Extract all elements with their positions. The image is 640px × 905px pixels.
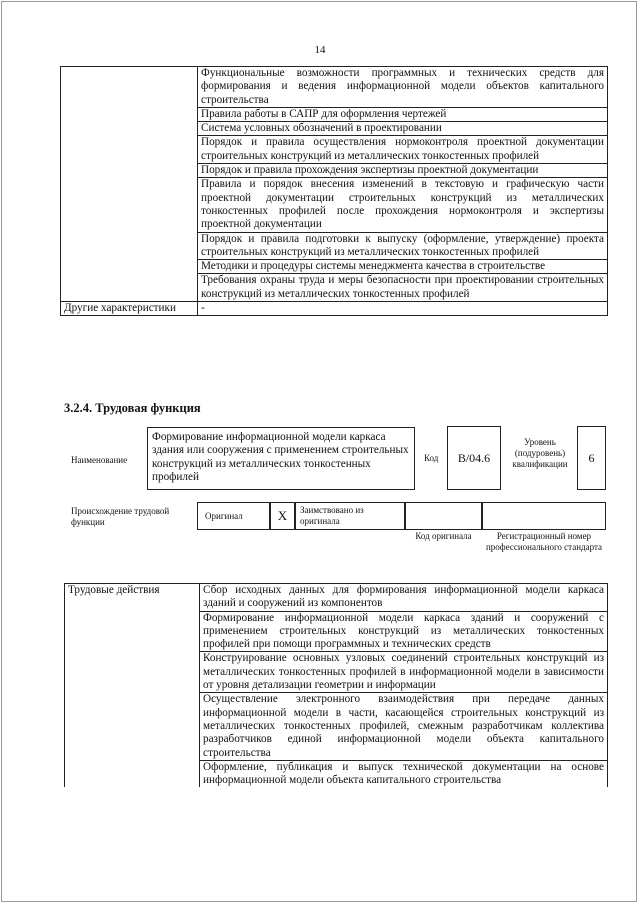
- code-label: Код: [424, 453, 439, 463]
- other-characteristics-value: -: [198, 302, 608, 316]
- original-code-cell: [405, 502, 482, 530]
- requirement-item: Порядок и правила подготовки к выпуску (оформление, утверждение) проекта строительных конструкций из металлических тонкостенных профилей: [198, 232, 608, 260]
- labor-action-item: Конструирование основных узловых соединений строительных конструкций из металлических тонкостенных профилей в информационной модели в зависимости от уровня детализации геометрии и информации: [200, 652, 608, 693]
- requirement-item: Правила и порядок внесения изменений в текстовую и графическую части проектной документации строительных конструкций из металлических тонкостенных профилей после прохождения нормоконтроля и экспертизы проектной документации: [198, 178, 608, 232]
- labor-actions-label: Трудовые действия: [65, 584, 200, 788]
- original-mark: X: [270, 502, 295, 530]
- requirement-item: Порядок и правила прохождения экспертизы проектной документации: [198, 164, 608, 178]
- requirements-table: [60, 66, 608, 316]
- page-number: 14: [314, 44, 326, 56]
- requirement-item: Система условных обозначений в проектировании: [198, 122, 608, 136]
- labor-actions-table: [64, 583, 608, 787]
- labor-action-item: Формирование информационной модели каркаса зданий и сооружений с применением строительных конструкций из металлических тонкостенных профилей при помощи программных и технических средств: [200, 611, 608, 652]
- original-cell: Оригинал: [197, 502, 270, 530]
- labor-action-item: Оформление, публикация и выпуск технической документации на основе информационной модели объекта капитального строительства: [200, 760, 608, 787]
- function-code: B/04.6: [447, 426, 501, 490]
- other-characteristics-label: Другие характеристики: [61, 302, 198, 316]
- borrowed-cell: Заимствовано из оригинала: [295, 502, 405, 530]
- labor-action-item: Сбор исходных данных для формирования информационной модели каркаса зданий и сооружений из компонентов: [200, 584, 608, 612]
- name-label: Наименование: [71, 455, 128, 465]
- qualification-level: 6: [577, 426, 606, 490]
- section-title: 3.2.4. Трудовая функция: [64, 401, 201, 415]
- requirement-item: Правила работы в САПР для оформления чертежей: [198, 107, 608, 121]
- requirements-label-cell: [61, 67, 198, 302]
- labor-action-item: Осуществление электронного взаимодействия при передаче данных информационной модели в части, касающейся строительных конструкций из металлических тонкостенных профилей, смежным разработчикам коллектива разработчиков единой информационной модели объекта капитального строительства: [200, 693, 608, 760]
- requirement-item: Функциональные возможности программных и технических средств для формирования и ведения информационной модели объектов капитального строительства: [198, 67, 608, 108]
- registration-number-cell: [482, 502, 606, 530]
- original-code-caption: Код оригинала: [415, 531, 472, 541]
- requirement-item: Методики и процедуры системы менеджмента качества в строительстве: [198, 260, 608, 274]
- registration-number-caption: Регистрационный номер профессионального стандарта: [485, 531, 603, 552]
- qualification-level-label: Уровень (подуровень) квалификации: [512, 437, 568, 469]
- origin-label: Происхождение трудовой функции: [71, 506, 170, 527]
- requirement-item: Требования охраны труда и меры безопасности при проектировании строительных конструкций из металлических тонкостенных профилей: [198, 274, 608, 302]
- function-name: Формирование информационной модели каркаса здания или сооружения с применением строительных конструкций из металлических тонкостенных профилей: [147, 427, 415, 490]
- requirement-item: Порядок и правила осуществления нормоконтроля проектной документации строительных конструкций из металлических тонкостенных профилей: [198, 136, 608, 164]
